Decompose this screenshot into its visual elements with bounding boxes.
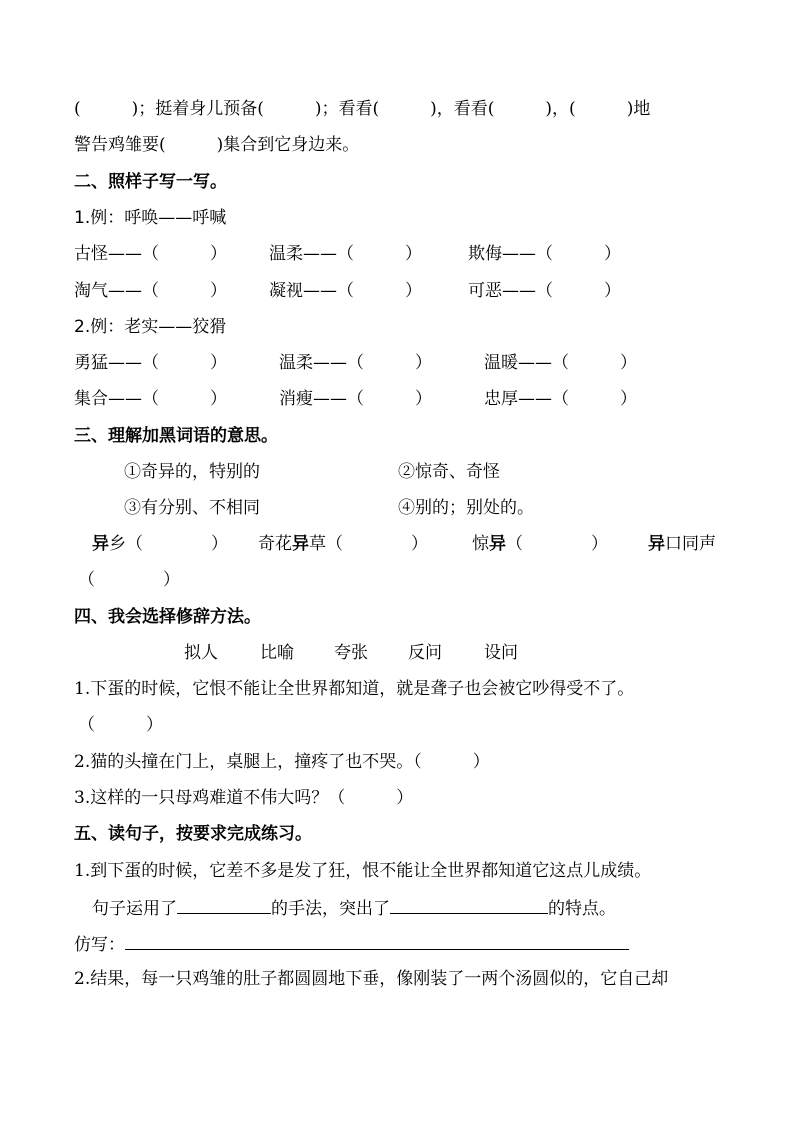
reading-question-1: 1.到下蛋的时候，它差不多是发了狂，恨不能让全世界都知道它这点儿成绩。 xyxy=(74,861,652,881)
rhetoric-option: 拟人 xyxy=(184,643,218,663)
rhetoric-option: 夸张 xyxy=(334,643,368,663)
example-2: 2.例：老实——狡猾 xyxy=(74,317,227,337)
word-item: 消瘦——（ ） xyxy=(279,389,432,409)
meaning-option-1: ①奇异的，特别的 xyxy=(124,462,260,482)
bold-char: 异 xyxy=(489,534,506,554)
imitate-blank[interactable] xyxy=(125,931,629,950)
word-item: 可恶——（ ） xyxy=(468,281,621,301)
word-item: 欺侮——（ ） xyxy=(468,244,621,264)
word-rest: （ ） xyxy=(506,534,608,554)
section-5-title: 五、读句子，按要求完成练习。 xyxy=(74,824,312,844)
meaning-option-4: ④别的；别处的。 xyxy=(398,498,534,518)
word-item: 温柔——（ ） xyxy=(279,353,432,373)
word-pre: 奇花 xyxy=(258,534,292,554)
bold-char: 异 xyxy=(292,534,309,554)
imitate-line xyxy=(74,931,629,957)
example-1: 1.例：呼唤——呼喊 xyxy=(74,208,227,228)
meaning-word-2 xyxy=(258,532,428,556)
section-2-title: 二、照样子写一写。 xyxy=(74,172,227,192)
feature-blank[interactable] xyxy=(390,895,548,914)
text-line-1: ( )；挺着身儿预备( )；看看( )，看看( )，( )地 xyxy=(74,99,651,119)
word-item: 淘气——（ ） xyxy=(74,281,227,301)
meaning-option-3: ③有分别、不相同 xyxy=(124,498,260,518)
rhetoric-option: 比喻 xyxy=(260,643,294,663)
word-item: 温暖——（ ） xyxy=(484,353,637,373)
bold-char: 异 xyxy=(648,534,665,554)
word-rest: 草（ ） xyxy=(309,534,428,554)
word-item: 凝视——（ ） xyxy=(269,281,422,301)
text-line-2: 警告鸡雏要( )集合到它身边来。 xyxy=(74,135,360,155)
reading-question-2: 2.结果，每一只鸡雏的肚子都圆圆地下垂，像刚装了一两个汤圆似的，它自己却 xyxy=(74,969,669,989)
meaning-word-1 xyxy=(92,532,228,556)
imitate-label: 仿写： xyxy=(74,935,125,955)
section-3-title: 三、理解加黑词语的意思。 xyxy=(74,426,278,446)
meaning-option-2: ②惊奇、奇怪 xyxy=(398,462,500,482)
rhetoric-question-1: 1.下蛋的时候，它恨不能让全世界都知道，就是聋子也会被它吵得受不了。 xyxy=(74,679,635,699)
word-item: 集合——（ ） xyxy=(74,389,227,409)
fill-in-line xyxy=(92,895,616,921)
word-item: 勇猛——（ ） xyxy=(74,353,227,373)
rhetoric-option: 设问 xyxy=(484,643,518,663)
bold-char: 异 xyxy=(92,534,109,554)
fill-text-b: 的手法，突出了 xyxy=(271,899,390,919)
fill-text-a: 句子运用了 xyxy=(92,899,177,919)
rhetoric-question-2: 2.猫的头撞在门上，桌腿上，撞疼了也不哭。（ ） xyxy=(74,752,490,772)
rhetoric-option: 反问 xyxy=(408,643,442,663)
rhetoric-question-1-blank: （ ） xyxy=(78,715,163,735)
meaning-word-3 xyxy=(472,532,608,556)
section-4-title: 四、我会选择修辞方法。 xyxy=(74,607,261,627)
word-item: 温柔——（ ） xyxy=(269,244,422,264)
meaning-word-4 xyxy=(648,532,716,556)
word-rest: 乡（ ） xyxy=(109,534,228,554)
technique-blank[interactable] xyxy=(177,895,271,914)
rhetoric-question-3: 3.这样的一只母鸡难道不伟大吗？（ ） xyxy=(74,788,414,808)
word-item: 古怪——（ ） xyxy=(74,244,227,264)
word-item: 忠厚——（ ） xyxy=(484,389,637,409)
word-rest: 口同声 xyxy=(665,534,716,554)
fill-text-c: 的特点。 xyxy=(548,899,616,919)
meaning-word-4-blank: （ ） xyxy=(78,570,180,590)
word-pre: 惊 xyxy=(472,534,489,554)
